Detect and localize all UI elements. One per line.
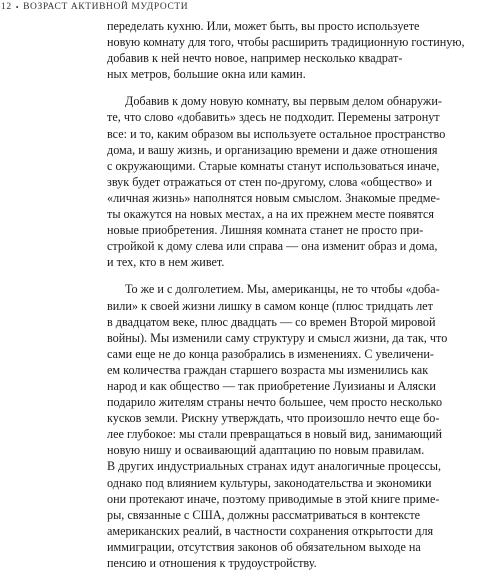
- text-line: с окружающими. Старые комнаты станут использоваться иначе,: [107, 158, 440, 173]
- text-line: «личная жизнь» наполнятся новым смыслом. Знакомые предме-: [107, 190, 440, 205]
- text-line: американских реалий, в частности сохранения открытости для: [107, 523, 434, 538]
- text-line: войны). Мы изменили саму структуру и смысл жизни, да так, что: [107, 330, 448, 345]
- header-separator: •: [15, 2, 20, 12]
- text-line: вили» к своей жизни лишку в самом конце (плюс тридцать лет: [107, 298, 433, 313]
- text-line: народ и как общество — так приобретение Луизианы и Аляски: [107, 378, 436, 393]
- text-line: ных метров, большие окна или камин.: [107, 67, 306, 82]
- paragraph: [107, 281, 448, 571]
- text-line: кусков земли. Рискну утверждать, что произошло нечто еще бо-: [107, 411, 440, 426]
- text-line: В других индустриальных странах идут аналогичные процессы,: [107, 459, 442, 474]
- text-line: звук будет отражаться от стен по-другому, слова «общество» и: [107, 174, 433, 189]
- text-line: стройкой к дому слева или справа — она изменит образ и дома,: [107, 239, 438, 254]
- text-line: новую нишу и осваивающий адаптацию по новым правилам.: [107, 443, 425, 458]
- paragraph: [107, 93, 446, 270]
- paragraph: [107, 18, 465, 82]
- text-line: иммиграции, отсутствия законов об обязательном выходе на: [107, 539, 421, 554]
- text-line: Добавив к дому новую комнату, вы первым делом обнаружи-: [125, 94, 442, 109]
- paragraph-gap: [107, 270, 389, 281]
- body-text: [107, 18, 465, 571]
- text-line: новую комнату для того, чтобы расширить традиционную гостиную,: [107, 35, 465, 50]
- text-line: сами еще не до конца разобрались в изменениях. С увеличени-: [107, 346, 434, 361]
- paragraph-gap: [107, 82, 389, 93]
- text-line: дома, и вашу жизнь, и организацию времени и даже отношения: [107, 142, 438, 157]
- text-line: То же и с долголетием. Мы, американцы, не то чтобы «доба-: [125, 282, 440, 297]
- text-line: лее глубокое: мы стали превращаться в новый вид, занимающий: [107, 427, 443, 442]
- text-line: ты окажутся на новых местах, а на их прежнем месте появятся: [107, 207, 434, 222]
- text-line: добавив к ней нечто новое, например несколько квадрат-: [107, 51, 403, 66]
- text-line: ры, связанные с США, должны рассматриваться в контексте: [107, 507, 421, 522]
- running-header: [0, 0, 188, 14]
- page-number: 12: [1, 2, 12, 12]
- running-title: ВОЗРАСТ АКТИВНОЙ МУДРОСТИ: [23, 2, 189, 12]
- text-line: ем количества граждан старшего возраста мы изменились как: [107, 362, 429, 377]
- text-line: подарило жителям страны нечто большее, чем просто несколько: [107, 395, 443, 410]
- text-line: пенсию и отношения к трудоустройству.: [107, 556, 317, 570]
- text-line: новые приобретения. Лишняя комната станет не просто при-: [107, 223, 424, 238]
- text-line: все: и то, каким образом вы используете остальное пространство: [107, 126, 446, 141]
- text-line: они протекают иначе, поэтому приводимые в этой книге приме-: [107, 491, 440, 506]
- text-line: переделать кухню. Или, может быть, вы просто используете: [107, 19, 420, 33]
- text-line: те, что слово «добавить» здесь не подходит. Перемены затронут: [107, 110, 440, 125]
- text-line: однако под влиянием культуры, законодательства и экономики: [107, 475, 432, 490]
- text-line: в двадцатом веке, плюс двадцать — со времен Второй мировой: [107, 314, 436, 329]
- text-line: и тех, кто в нем живет.: [107, 255, 225, 270]
